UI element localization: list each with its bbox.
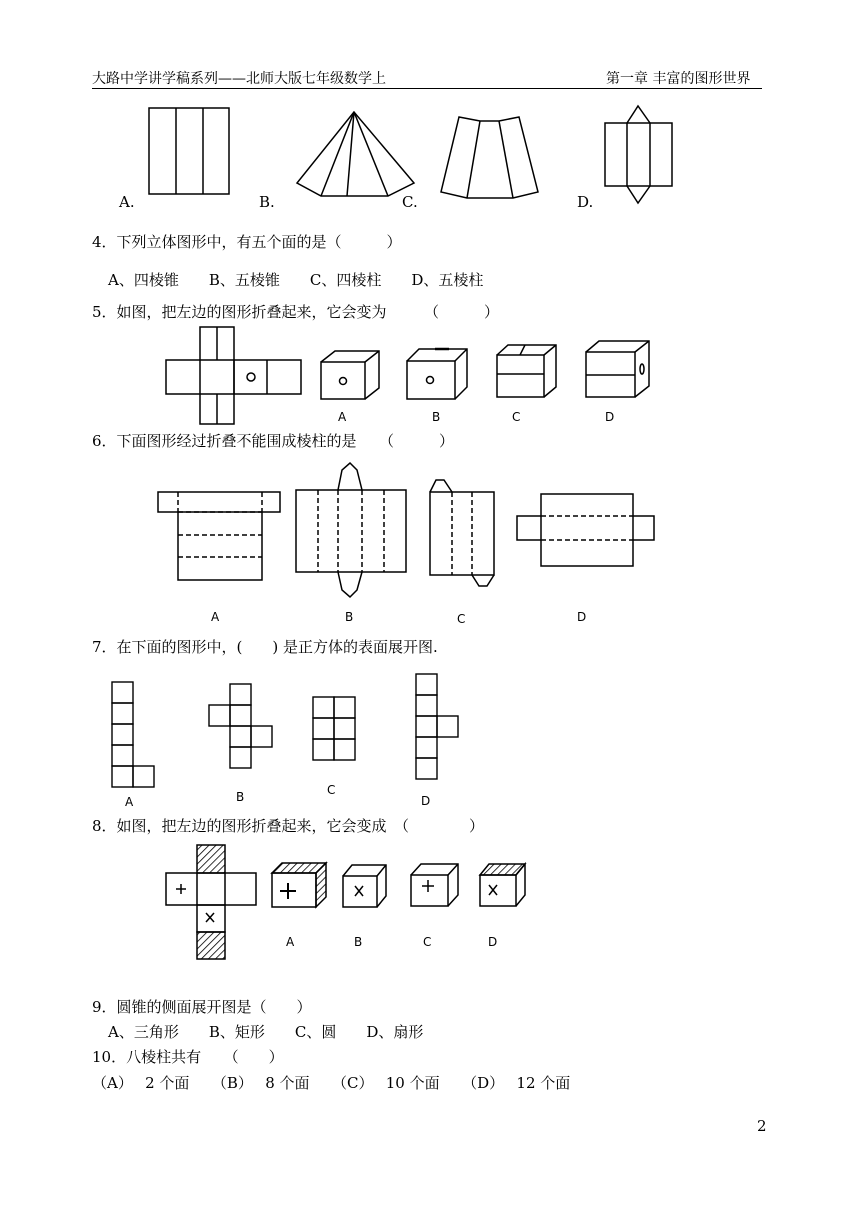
q8-label-d: D <box>488 935 498 949</box>
q8-cube-d <box>480 864 525 906</box>
q5-net <box>166 327 301 424</box>
q3-figure-d <box>605 106 672 203</box>
q5-label-d: D <box>605 410 615 424</box>
q8-net <box>166 845 256 959</box>
q3-label-a: A. <box>119 193 135 211</box>
q7-net-a <box>112 682 154 787</box>
q3-figure-a <box>149 108 229 194</box>
q3-label-d: D. <box>577 193 594 211</box>
q3-label-c: C. <box>402 193 418 211</box>
q5-label-c: C <box>512 410 521 424</box>
q3-figure-c <box>441 117 538 198</box>
q9-stem: 9．圆锥的侧面展开图是（ ） <box>92 998 312 1016</box>
q7-net-b <box>209 684 272 768</box>
q8-cube-a <box>272 863 326 907</box>
header-right: 第一章 丰富的图形世界 <box>606 71 751 87</box>
q6-label-c: C <box>457 612 466 626</box>
q3-label-b: B. <box>259 193 275 211</box>
q6-net-d <box>517 494 654 566</box>
q6-label-b: B <box>345 610 354 624</box>
q6-net-c <box>430 480 494 586</box>
q5-label-a: A <box>338 410 347 424</box>
q6-label-d: D <box>577 610 587 624</box>
q6-stem: 6．下面图形经过折叠不能围成棱柱的是 （ ） <box>92 432 455 450</box>
q4-options: A、四棱锥 B、五棱锥 C、四棱柱 D、五棱柱 <box>108 271 484 289</box>
q5-cube-a <box>321 351 379 399</box>
q8-label-b: B <box>354 935 363 949</box>
q7-net-c <box>313 697 355 760</box>
q5-cube-b <box>407 349 467 399</box>
q4-stem: 4．下列立体图形中，有五个面的是（ ） <box>92 233 402 251</box>
q7-label-d: D <box>421 794 431 808</box>
q8-stem: 8．如图，把左边的图形折叠起来，它会变成 （ ） <box>92 817 485 835</box>
q7-label-c: C <box>327 783 336 797</box>
q3-figure-b <box>297 112 414 196</box>
q6-net-b <box>296 463 406 597</box>
q10-options: （A） 2 个面 （B） 8 个面 （C） 10 个面 （D） 12 个面 <box>92 1074 571 1092</box>
q8-label-a: A <box>286 935 295 949</box>
q9-options: A、三角形 B、矩形 C、圆 D、扇形 <box>108 1023 424 1041</box>
q6-net-a <box>158 492 280 580</box>
q8-cube-c <box>411 864 458 906</box>
page-number: 2 <box>757 1117 767 1135</box>
q7-label-a: A <box>125 795 134 809</box>
q6-label-a: A <box>211 610 220 624</box>
q5-cube-c <box>497 345 556 397</box>
q7-stem: 7．在下面的图形中，( ) 是正方体的表面展开图. <box>92 638 438 656</box>
q7-net-d <box>416 674 458 779</box>
q7-label-b: B <box>236 790 245 804</box>
q10-stem: 10．八棱柱共有 （ ） <box>92 1048 284 1066</box>
q5-stem: 5．如图，把左边的图形折叠起来，它会变为 （ ） <box>92 303 500 321</box>
q8-label-c: C <box>423 935 432 949</box>
q5-label-b: B <box>432 410 441 424</box>
q8-cube-b <box>343 865 386 907</box>
q5-cube-d <box>586 341 649 397</box>
header-left: 大路中学讲学稿系列——北师大版七年级数学上 <box>92 71 386 87</box>
